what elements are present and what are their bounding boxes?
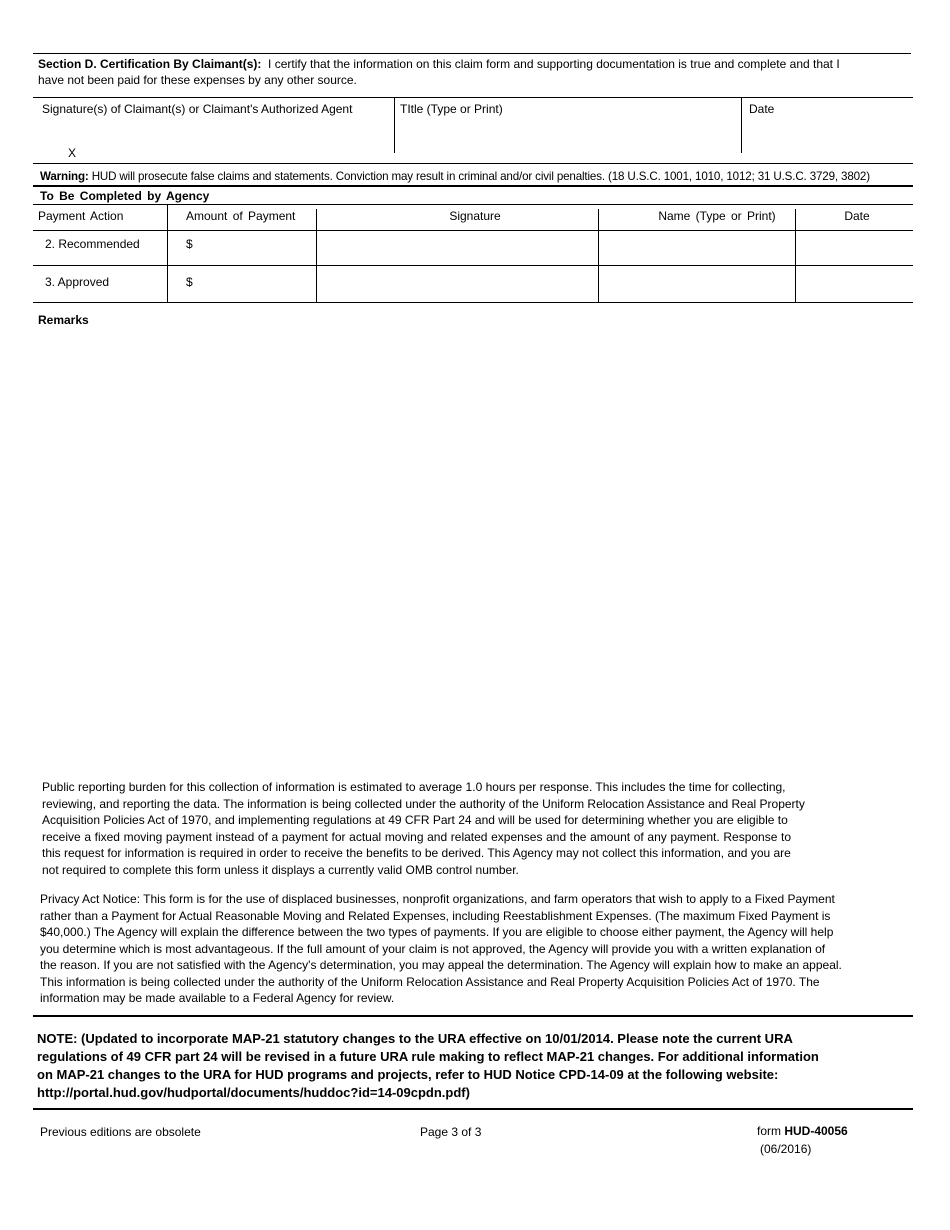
privacy-line: the reason. If you are not satisfied with the Agency's determination, you may appeal the determination. The Agency will explain how to make an appeal. xyxy=(40,958,842,972)
row-recommended-date[interactable] xyxy=(797,232,912,264)
claimant-title-label: TItle (Type or Print) xyxy=(400,102,503,116)
claimant-signature-label: Signature(s) of Claimant(s) or Claimant's Authorized Agent xyxy=(42,102,353,116)
burden-line: Public reporting burden for this collection of information is estimated to average 1.0 hours per response. This includes the time for collecting, xyxy=(42,780,786,794)
warning-label: Warning: xyxy=(40,170,89,183)
row-approved-date[interactable] xyxy=(797,267,912,301)
row-approved-signature[interactable] xyxy=(318,267,596,301)
burden-line: reviewing, and reporting the data. The information is being collected under the authority of the Uniform Relocation Assistance and Real Property xyxy=(42,796,805,811)
agency-heading-rule xyxy=(33,204,913,205)
note-line: on MAP-21 changes to the URA for HUD programs and projects, refer to HUD Notice CPD-14-09 at the following website: xyxy=(37,1067,779,1082)
remarks-label: Remarks xyxy=(38,313,89,327)
footer-revision: (06/2016) xyxy=(760,1142,812,1156)
col-header-signature: Signature xyxy=(449,209,501,223)
privacy-line: rather than a Payment for Actual Reasonable Moving and Related Expenses, including Reestablishment Expenses. (The maximum Fixed Payment is xyxy=(40,908,831,923)
row-approved-action: 3. Approved xyxy=(45,275,110,289)
burden-line: this request for information is required in order to receive the benefits to be derived. This Agency may not collect this information, and you are xyxy=(42,846,791,860)
privacy-act-notice xyxy=(40,891,920,1007)
row-recommended-amount[interactable]: $ xyxy=(186,237,193,251)
remarks-field[interactable] xyxy=(38,330,908,770)
agency-header-rule xyxy=(33,230,913,231)
map21-note xyxy=(37,1030,912,1102)
claimant-signature-field[interactable] xyxy=(42,101,387,159)
footer-form-number: HUD-40056 xyxy=(784,1124,848,1138)
note-top-rule xyxy=(33,1015,913,1017)
privacy-line: Privacy Act Notice: This form is for the use of displaced businesses, nonprofit organizations, and farm operators that wish to apply to a Fixed Payment xyxy=(40,892,835,906)
col-header-amount: Amount of Payment xyxy=(186,209,296,223)
row-approved-amount[interactable]: $ xyxy=(186,275,193,289)
footer-top-rule xyxy=(33,1108,913,1110)
row-recommended-signature[interactable] xyxy=(318,232,596,264)
footer-page-number: Page 3 of 3 xyxy=(420,1125,482,1139)
section-d-certification xyxy=(38,56,910,88)
claimant-divider-1 xyxy=(394,97,395,153)
burden-line: not required to complete this form unless it displays a currently valid OMB control number. xyxy=(42,862,519,877)
col-header-name: Name (Type or Print) xyxy=(658,209,776,223)
col-header-payment-action: Payment Action xyxy=(38,209,124,223)
row-approved-name[interactable] xyxy=(600,267,793,301)
row-recommended-action: 2. Recommended xyxy=(45,237,140,251)
privacy-line: This information is being collected under the authority of the Uniform Relocation Assistance and Real Property Acquisition Policies Act of 1970. The xyxy=(40,974,820,989)
claimant-date-label: Date xyxy=(749,102,775,116)
claimant-title-field[interactable] xyxy=(400,101,735,151)
note-url[interactable]: http://portal.hud.gov/hudportal/documents/huddoc?id=14-09cpdn.pdf) xyxy=(37,1085,470,1100)
footer-form-id xyxy=(757,1123,848,1139)
claimant-block-bottom-rule xyxy=(33,163,913,164)
warning-statement xyxy=(40,169,920,184)
burden-line: Acquisition Policies Act of 1970, and implementing regulations at 49 CFR Part 24 and will be used for determining whether you are eligible to xyxy=(42,813,788,827)
agency-col-divider-1 xyxy=(167,205,168,303)
claimant-divider-2 xyxy=(741,97,742,153)
agency-top-rule xyxy=(33,185,913,187)
agency-row-rule xyxy=(33,265,913,266)
privacy-line: $40,000.) The Agency will explain the difference between the two types of payments. If you are eligible to choose either payment, the Agency will help xyxy=(40,925,834,939)
privacy-line: information may be made available to a Federal Agency for review. xyxy=(40,991,395,1005)
agency-bottom-rule xyxy=(33,302,913,303)
claimant-date-field[interactable] xyxy=(749,101,909,151)
footer-form-prefix: form xyxy=(757,1124,781,1138)
section-d-text-line1: I certify that the information on this claim form and supporting documentation is true and complete and that I xyxy=(268,57,840,71)
note-line: NOTE: (Updated to incorporate MAP-21 statutory changes to the URA effective on 10/01/2014. Please note the current URA xyxy=(37,1031,793,1046)
warning-text: HUD will prosecute false claims and statements. Conviction may result in criminal and/or civil penalties. (18 U.S.C. 1001, 1010, 1012; 31 U.S.C. 3729, 3802) xyxy=(91,170,870,183)
top-rule xyxy=(33,53,911,54)
section-d-text-line2: have not been paid for these expenses by any other source. xyxy=(38,73,357,87)
col-header-date: Date xyxy=(844,209,870,223)
signature-x-mark: X xyxy=(68,146,77,160)
section-d-heading: Section D. Certification By Claimant(s): xyxy=(38,57,262,71)
claimant-block-top-rule xyxy=(33,97,913,98)
note-line: regulations of 49 CFR part 24 will be revised in a future URA rule making to reflect MAP-21 changes. For additional information xyxy=(37,1049,819,1064)
row-recommended-name[interactable] xyxy=(600,232,793,264)
burden-statement xyxy=(42,779,892,878)
footer-obsolete-notice: Previous editions are obsolete xyxy=(40,1125,201,1139)
burden-line: receive a fixed moving payment instead of a payment for actual moving and related expenses and the amount of any payment. Response to xyxy=(42,829,792,844)
privacy-line: you determine which is most advantageous. If the full amount of your claim is not approved, the Agency will provide you with a written explanation of xyxy=(40,941,826,956)
agency-heading: To Be Completed by Agency xyxy=(40,189,210,203)
